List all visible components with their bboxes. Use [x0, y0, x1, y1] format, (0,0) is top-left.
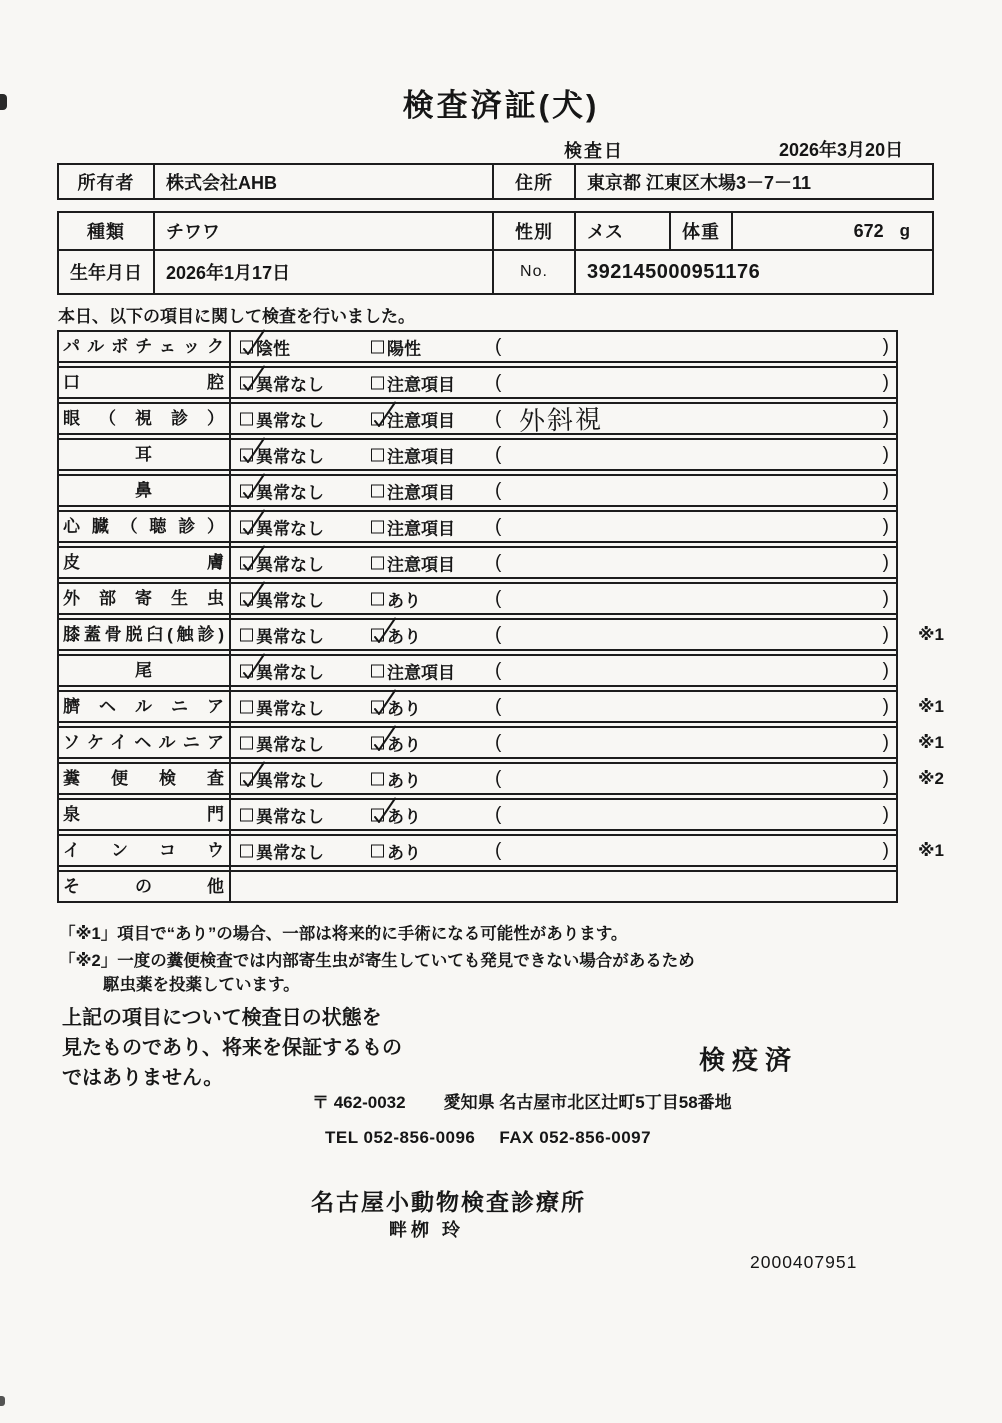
checklist-option-label: 異常なし [256, 447, 324, 466]
checklist-option [371, 478, 455, 503]
checklist-option [371, 370, 455, 395]
remarks-paren-open: ( [495, 659, 502, 681]
empty-checkbox-icon [240, 736, 253, 749]
checked-checkbox-icon [371, 808, 384, 821]
checklist-option-label: 注意項目 [387, 375, 455, 394]
checklist-option-label: 異常なし [256, 411, 324, 430]
checklist-row [57, 438, 898, 471]
clinic-fax: FAX 052-856-0097 [499, 1128, 652, 1147]
checkmark-icon [237, 543, 267, 573]
checklist-row [57, 546, 898, 579]
remarks-paren-close: ) [882, 767, 889, 789]
checklist-row-content [231, 656, 898, 685]
checked-checkbox-icon [240, 448, 253, 461]
checklist-option [371, 622, 421, 647]
checklist-row [57, 402, 898, 438]
footnote-ref-mark: ※2 [918, 768, 944, 788]
checked-checkbox-icon [240, 556, 253, 569]
checklist-option-label: 異常なし [256, 555, 324, 574]
checked-checkbox-icon [240, 664, 253, 677]
remarks-paren-open: ( [495, 839, 502, 861]
disclaimer-line-1: 上記の項目について検査日の状態を [62, 1007, 382, 1029]
checklist-row-label: その他 [63, 877, 224, 896]
checklist-option-label: 異常なし [256, 807, 324, 826]
empty-checkbox-icon [371, 844, 384, 857]
checklist-option [371, 514, 455, 539]
checkmark-icon [368, 615, 398, 645]
empty-checkbox-icon [240, 412, 253, 425]
checkmark-icon [368, 687, 398, 717]
disclaimer-line-3: ではありません。 [62, 1067, 224, 1089]
clinic-tel-line [325, 1128, 651, 1148]
checklist-option [240, 766, 324, 791]
remarks-paren-open: ( [495, 767, 502, 789]
checklist-option [240, 658, 324, 683]
exam-date-label: 検査日 [564, 141, 624, 161]
checklist-row [57, 690, 944, 723]
checklist-row-content [231, 764, 898, 793]
checklist-option-label: 異常なし [256, 591, 324, 610]
remarks-paren-close: ) [882, 587, 889, 609]
checklist-option [371, 586, 421, 611]
checklist-option-label: 注意項目 [387, 555, 455, 574]
checklist-option [240, 838, 324, 863]
checklist-option [371, 442, 455, 467]
checklist-row [57, 726, 944, 759]
birthdate-label: 生年月日 [59, 251, 155, 293]
checked-checkbox-icon [371, 412, 384, 425]
sex-value: メス [576, 213, 671, 249]
checklist-row [57, 330, 898, 363]
checklist-row-content [231, 476, 898, 505]
remarks-paren-open: ( [495, 803, 502, 825]
serial-number: 2000407951 [750, 1252, 858, 1272]
checked-checkbox-icon [240, 484, 253, 497]
empty-checkbox-icon [240, 844, 253, 857]
empty-checkbox-icon [240, 808, 253, 821]
checklist-row-label: 臍ヘルニア [63, 697, 224, 716]
remarks-paren-close: ) [882, 371, 889, 393]
pet-table [57, 211, 934, 295]
checklist-row-label: 口腔 [63, 373, 224, 392]
remarks-paren-close: ) [882, 407, 889, 429]
checklist-option [240, 694, 324, 719]
checklist-row [57, 366, 898, 399]
clinic-address-line [312, 1088, 732, 1113]
empty-checkbox-icon [371, 484, 384, 497]
checklist-row-content [231, 404, 898, 438]
checklist-option-label: 注意項目 [387, 411, 455, 430]
empty-checkbox-icon [371, 448, 384, 461]
clinic-postal-code: 〒 462-0032 [312, 1093, 406, 1112]
footnote-ref-mark: ※1 [918, 732, 944, 752]
checkmark-icon [368, 723, 398, 753]
remarks-paren-open: ( [495, 731, 502, 753]
empty-checkbox-icon [240, 700, 253, 713]
footnote-2: 「※2」一度の糞便検査では内部寄生虫が寄生していても発見できない場合があるため [59, 952, 695, 970]
checklist-option [240, 514, 324, 539]
checklist-option-label: 注意項目 [387, 519, 455, 538]
checked-checkbox-icon [240, 592, 253, 605]
remarks-paren-close: ) [882, 335, 889, 357]
remarks-paren-open: ( [495, 551, 502, 573]
remarks-paren-close: ) [882, 659, 889, 681]
remarks-paren-open: ( [495, 515, 502, 537]
quarantine-stamp: 検疫済 [699, 1045, 799, 1075]
checklist-row-content [231, 512, 898, 541]
remarks-paren-close: ) [882, 479, 889, 501]
checklist-option [371, 550, 455, 575]
checkmark-icon [368, 399, 398, 429]
remarks-paren-open: ( [495, 623, 502, 645]
weight-unit: g [899, 221, 910, 240]
no-value: 392145000951176 [587, 260, 761, 283]
checklist-option [371, 334, 421, 359]
checklist-option [240, 802, 324, 827]
checklist-option-label: 異常なし [256, 771, 324, 790]
empty-checkbox-icon [371, 520, 384, 533]
footnote-2-continued: 駆虫薬を投薬しています。 [103, 976, 300, 994]
checklist-row-label: 糞便検査 [63, 769, 224, 788]
remarks-paren-close: ) [882, 443, 889, 465]
checklist-row-content [231, 440, 898, 469]
checklist-row-label: インコウ [63, 841, 224, 860]
checklist-row-label: 心臓（聴診） [63, 517, 224, 536]
address-label: 住所 [494, 165, 576, 198]
footnote-ref-mark: ※1 [918, 624, 944, 644]
empty-checkbox-icon [371, 592, 384, 605]
checklist-row [57, 870, 898, 903]
scan-artifact [0, 1396, 5, 1406]
checklist-option [371, 694, 421, 719]
checklist-row-label: 眼（視診） [63, 409, 224, 428]
checklist-option-label: あり [387, 843, 421, 862]
checklist-option [371, 838, 421, 863]
weight-number: 672 [853, 220, 884, 241]
checklist-row-content [231, 584, 898, 613]
checklist-option [240, 550, 324, 575]
checklist-row-content [231, 368, 898, 397]
checklist-option-label: あり [387, 735, 421, 754]
checklist-row-label: 耳 [135, 445, 152, 464]
no-label: No. [494, 251, 576, 293]
checkmark-icon [237, 471, 267, 501]
checklist-option-label: あり [387, 771, 421, 790]
checklist-option [371, 658, 455, 683]
handwritten-remark: 外斜視 [518, 404, 604, 438]
checklist-option-label: 異常なし [256, 663, 324, 682]
checkmark-icon [237, 435, 267, 465]
pet-table-row-2 [59, 251, 932, 293]
address-value: 東京都 江東区木場3－7－11 [587, 172, 812, 193]
checklist-row-label: 泉門 [63, 805, 224, 824]
clinic-address: 愛知県 名古屋市北区辻町5丁目58番地 [443, 1093, 732, 1112]
checked-checkbox-icon [371, 628, 384, 641]
notice-line: 本日、以下の項目に関して検査を行いました。 [58, 307, 415, 326]
remarks-paren-open: ( [495, 479, 502, 501]
checklist-row-content [231, 692, 898, 721]
remarks-paren-close: ) [882, 515, 889, 537]
checklist-option [371, 730, 421, 755]
checklist-row-label: 尾 [135, 661, 152, 680]
checklist-row-label: 鼻 [135, 481, 152, 500]
checkmark-icon [237, 363, 267, 393]
checklist-option [371, 406, 455, 431]
remarks-paren-close: ) [882, 695, 889, 717]
checklist-row-label: ソケイヘルニア [63, 733, 224, 752]
owner-table [57, 163, 934, 200]
sex-label: 性別 [494, 213, 576, 249]
checkmark-icon [237, 327, 267, 357]
checklist-row-label: パルボチェック [63, 337, 224, 356]
checklist-row [57, 762, 944, 795]
checklist-row-content [231, 872, 898, 901]
checklist-row [57, 798, 898, 831]
breed-label: 種類 [59, 213, 155, 249]
remarks-paren-open: ( [495, 587, 502, 609]
checklist-row [57, 474, 898, 507]
checklist-option-label: 異常なし [256, 375, 324, 394]
empty-checkbox-icon [240, 628, 253, 641]
checklist-option-label: 異常なし [256, 519, 324, 538]
checkmark-icon [237, 651, 267, 681]
page-title: 検査済証(犬) [402, 88, 600, 123]
disclaimer-text [62, 1003, 402, 1093]
checklist-row [57, 618, 944, 651]
checked-checkbox-icon [240, 376, 253, 389]
checklist-option-label: 異常なし [256, 735, 324, 754]
remarks-paren-close: ) [882, 731, 889, 753]
checklist-table [57, 330, 944, 903]
examiner-name: 畔栁 玲 [389, 1220, 465, 1240]
remarks-paren-open: ( [495, 695, 502, 717]
checked-checkbox-icon [371, 736, 384, 749]
checklist-row-content [231, 548, 898, 577]
checklist-row [57, 510, 898, 543]
checklist-row-label: 皮膚 [63, 553, 224, 572]
checkmark-icon [237, 579, 267, 609]
checklist-row-label: 膝蓋骨脱臼(触診) [63, 625, 224, 644]
breed-value: チワワ [155, 213, 494, 249]
checklist-option-label: 陰性 [256, 339, 290, 358]
footnote-ref-mark: ※1 [918, 840, 944, 860]
checklist-option [240, 586, 324, 611]
pet-table-row-1 [59, 213, 932, 251]
checkmark-icon [237, 507, 267, 537]
checklist-option [240, 406, 324, 431]
empty-checkbox-icon [371, 340, 384, 353]
checklist-row-content [231, 620, 898, 649]
owner-value: 株式会社AHB [155, 165, 494, 198]
disclaimer-line-2: 見たものであり、将来を保証するもの [62, 1037, 402, 1059]
empty-checkbox-icon [371, 772, 384, 785]
clinic-name: 名古屋小動物検査診療所 [311, 1189, 586, 1215]
checklist-option [240, 370, 324, 395]
checklist-option [240, 730, 324, 755]
checked-checkbox-icon [240, 340, 253, 353]
footnote-ref-mark: ※1 [918, 696, 944, 716]
checklist-row-content [231, 332, 898, 361]
remarks-paren-close: ) [882, 623, 889, 645]
remarks-paren-open: ( [495, 443, 502, 465]
checklist-option-label: 異常なし [256, 843, 324, 862]
weight-label: 体重 [671, 213, 733, 249]
remarks-paren-open: ( [495, 407, 502, 429]
checkmark-icon [237, 759, 267, 789]
owner-label: 所有者 [59, 165, 155, 198]
checked-checkbox-icon [240, 772, 253, 785]
remarks-paren-close: ) [882, 839, 889, 861]
checklist-option [240, 622, 324, 647]
checklist-option [240, 442, 324, 467]
checkmark-icon [368, 795, 398, 825]
checklist-option-label: 注意項目 [387, 663, 455, 682]
remarks-paren-close: ) [882, 803, 889, 825]
checklist-row [57, 654, 898, 687]
checklist-option [371, 802, 421, 827]
birthdate-value: 2026年1月17日 [155, 251, 494, 293]
checklist-row-content [231, 800, 898, 829]
exam-date-value: 2026年3月20日 [779, 140, 904, 160]
checklist-option [240, 334, 290, 359]
footnote-1: 「※1」項目で“あり”の場合、一部は将来的に手術になる可能性があります。 [59, 925, 628, 943]
checklist-option-label: 注意項目 [387, 447, 455, 466]
checklist-option-label: あり [387, 591, 421, 610]
empty-checkbox-icon [371, 664, 384, 677]
checklist-option-label: あり [387, 627, 421, 646]
checklist-row-label: 外部寄生虫 [63, 589, 224, 608]
checklist-option [371, 766, 421, 791]
checklist-option-label: 陽性 [387, 339, 421, 358]
checklist-row [57, 582, 898, 615]
checklist-option-label: 注意項目 [387, 483, 455, 502]
remarks-paren-open: ( [495, 335, 502, 357]
checklist-option [240, 478, 324, 503]
checked-checkbox-icon [240, 520, 253, 533]
remarks-paren-close: ) [882, 551, 889, 573]
empty-checkbox-icon [371, 556, 384, 569]
checklist-option-label: 異常なし [256, 483, 324, 502]
checklist-option-label: 異常なし [256, 627, 324, 646]
checklist-row-content [231, 728, 898, 757]
weight-value [733, 213, 932, 249]
empty-checkbox-icon [371, 376, 384, 389]
remarks-paren-open: ( [495, 371, 502, 393]
checklist-option-label: 異常なし [256, 699, 324, 718]
checklist-row-content [231, 836, 898, 865]
checklist-option-label: あり [387, 807, 421, 826]
clinic-tel: TEL 052-856-0096 [325, 1128, 476, 1147]
checklist-row [57, 834, 944, 867]
checklist-option-label: あり [387, 699, 421, 718]
checked-checkbox-icon [371, 700, 384, 713]
